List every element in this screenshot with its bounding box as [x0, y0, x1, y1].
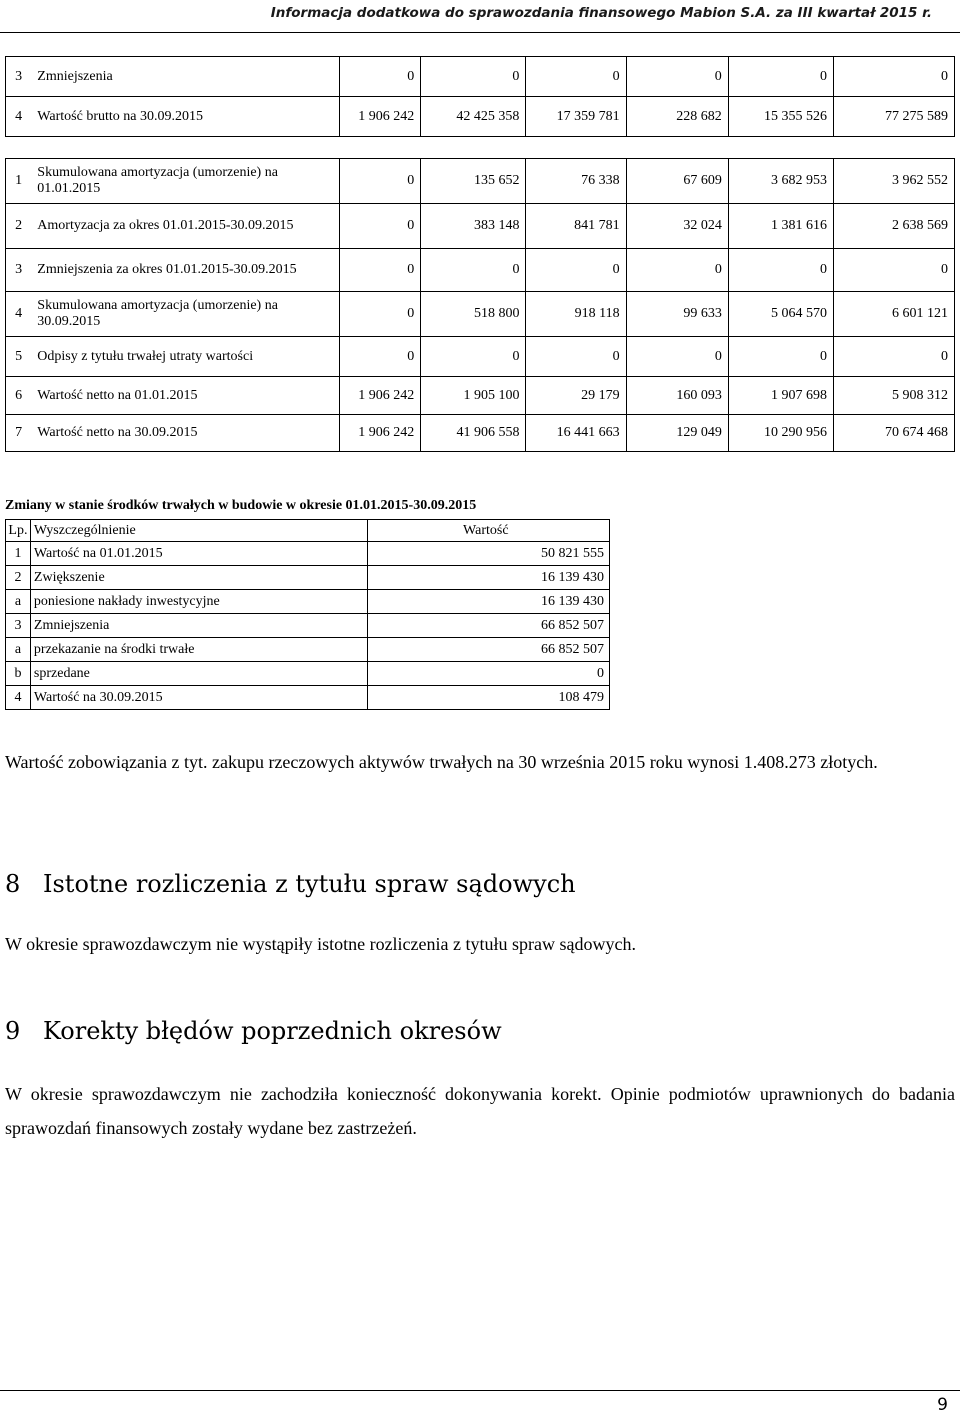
table-row	[6, 566, 610, 590]
cell-value: 0	[626, 337, 728, 377]
cell-value: 50 821 555	[367, 542, 609, 566]
cell-value: 0	[833, 57, 954, 97]
row-number: b	[6, 662, 31, 686]
row-label: Wartość na 30.09.2015	[30, 686, 367, 710]
row-number: a	[6, 590, 31, 614]
table-row	[6, 686, 610, 710]
table-row	[6, 159, 955, 204]
row-label: Wartość brutto na 30.09.2015	[31, 97, 339, 137]
cell-value: 32 024	[626, 204, 728, 249]
cell-value: 70 674 468	[833, 415, 954, 452]
row-number: 6	[6, 377, 32, 415]
row-label: Wartość na 01.01.2015	[30, 542, 367, 566]
section-8-paragraph: W okresie sprawozdawczym nie wystąpiły istotne rozliczenia z tytułu spraw sądowych.	[5, 934, 636, 954]
cell-value: 1 906 242	[339, 97, 420, 137]
cell-value: 0	[526, 57, 626, 97]
cell-value: 41 906 558	[421, 415, 526, 452]
row-number: 7	[6, 415, 32, 452]
section-title: Korekty błędów poprzednich okresów	[43, 1017, 502, 1045]
table-row	[6, 204, 955, 249]
cell-value: 1 381 616	[728, 204, 833, 249]
row-label: Wartość netto na 30.09.2015	[31, 415, 339, 452]
page-number: 9	[937, 1395, 948, 1415]
cell-value: 2 638 569	[833, 204, 954, 249]
cell-value: 841 781	[526, 204, 626, 249]
cell-value: 1 907 698	[728, 377, 833, 415]
cell-value: 0	[339, 159, 420, 204]
cell-value: 135 652	[421, 159, 526, 204]
cell-value: 1 905 100	[421, 377, 526, 415]
table-row	[6, 662, 610, 686]
cell-value: 15 355 526	[728, 97, 833, 137]
cell-value: 0	[339, 57, 420, 97]
table-row	[6, 57, 955, 97]
cell-value: 5 064 570	[728, 292, 833, 337]
cell-value: 383 148	[421, 204, 526, 249]
cell-value: 0	[626, 249, 728, 292]
page-footer	[0, 1390, 960, 1423]
row-label: Zwiększenie	[30, 566, 367, 590]
cell-value: 16 139 430	[367, 566, 609, 590]
section-9-paragraph: W okresie sprawozdawczym nie zachodziła konieczność dokonywania korekt. Opinie podmiotów uprawnionych do badania sprawozdań finansowych zostały wydane bez zastrzeżeń.	[5, 1084, 955, 1138]
table-row	[6, 638, 610, 662]
section-number: 8	[5, 870, 21, 898]
cell-value: 66 852 507	[367, 614, 609, 638]
cell-value: 10 290 956	[728, 415, 833, 452]
cell-value: 129 049	[626, 415, 728, 452]
row-number: 1	[6, 159, 32, 204]
cell-value: 1 906 242	[339, 415, 420, 452]
row-number: 4	[6, 97, 32, 137]
table-row	[6, 292, 955, 337]
amortization-table	[5, 158, 955, 452]
cell-value: 17 359 781	[526, 97, 626, 137]
row-label: Wartość netto na 01.01.2015	[31, 377, 339, 415]
liability-paragraph: Wartość zobowiązania z tyt. zakupu rzeczowych aktywów trwałych na 30 września 2015 roku wynosi 1.408.273 złotych.	[5, 752, 878, 772]
section-8-heading	[5, 870, 576, 898]
cell-value: 518 800	[421, 292, 526, 337]
cell-value: 228 682	[626, 97, 728, 137]
row-label: Zmniejszenia za okres 01.01.2015-30.09.2015	[31, 249, 339, 292]
cell-value: 0	[421, 337, 526, 377]
cell-value: 0	[526, 337, 626, 377]
table-row	[6, 415, 955, 452]
row-number: 4	[6, 686, 31, 710]
section-9-heading	[5, 1017, 502, 1045]
page-header	[0, 0, 960, 33]
row-label: poniesione nakłady inwestycyjne	[30, 590, 367, 614]
row-number: 3	[6, 614, 31, 638]
cell-value: 0	[367, 662, 609, 686]
cell-value: 0	[626, 57, 728, 97]
row-number: 3	[6, 249, 32, 292]
cell-value: 76 338	[526, 159, 626, 204]
cell-value: 3 682 953	[728, 159, 833, 204]
table-row	[6, 377, 955, 415]
cell-value: 1 906 242	[339, 377, 420, 415]
row-number: 4	[6, 292, 32, 337]
cell-value: 77 275 589	[833, 97, 954, 137]
cell-value: 0	[339, 204, 420, 249]
header-label: Wyszczególnienie	[30, 520, 367, 542]
row-label: sprzedane	[30, 662, 367, 686]
cell-value: 0	[421, 249, 526, 292]
row-label: Amortyzacja za okres 01.01.2015-30.09.2015	[31, 204, 339, 249]
cell-value: 0	[526, 249, 626, 292]
row-label: Zmniejszenia	[30, 614, 367, 638]
cell-value: 918 118	[526, 292, 626, 337]
cell-value: 16 139 430	[367, 590, 609, 614]
section-title: Istotne rozliczenia z tytułu spraw sądowych	[43, 870, 576, 898]
cell-value: 99 633	[626, 292, 728, 337]
cell-value: 0	[339, 337, 420, 377]
row-number: 5	[6, 337, 32, 377]
cell-value: 0	[339, 292, 420, 337]
fixed-assets-gross-table	[5, 56, 955, 137]
cell-value: 42 425 358	[421, 97, 526, 137]
row-number: 2	[6, 204, 32, 249]
cell-value: 0	[421, 57, 526, 97]
cell-value: 0	[833, 249, 954, 292]
section-number: 9	[5, 1017, 21, 1045]
cell-value: 0	[339, 249, 420, 292]
cell-value: 0	[833, 337, 954, 377]
row-label: Odpisy z tytułu trwałej utraty wartości	[31, 337, 339, 377]
table-row	[6, 542, 610, 566]
cell-value: 16 441 663	[526, 415, 626, 452]
header-lp: Lp.	[6, 520, 31, 542]
row-label: Zmniejszenia	[31, 57, 339, 97]
table-row	[6, 337, 955, 377]
cell-value: 0	[728, 249, 833, 292]
row-label: Skumulowana amortyzacja (umorzenie) na 30.09.2015	[31, 292, 339, 337]
header-value: Wartość	[367, 520, 609, 542]
cell-value: 29 179	[526, 377, 626, 415]
table-row	[6, 97, 955, 137]
cell-value: 0	[728, 337, 833, 377]
row-number: 3	[6, 57, 32, 97]
table-header-row	[6, 520, 610, 542]
cell-value: 3 962 552	[833, 159, 954, 204]
row-number: a	[6, 638, 31, 662]
cell-value: 66 852 507	[367, 638, 609, 662]
table-row	[6, 614, 610, 638]
cell-value: 5 908 312	[833, 377, 954, 415]
cell-value: 108 479	[367, 686, 609, 710]
table-row	[6, 249, 955, 292]
row-number: 2	[6, 566, 31, 590]
cell-value: 0	[728, 57, 833, 97]
cell-value: 6 601 121	[833, 292, 954, 337]
cell-value: 67 609	[626, 159, 728, 204]
row-label: przekazanie na środki trwałe	[30, 638, 367, 662]
row-label: Skumulowana amortyzacja (umorzenie) na 01.01.2015	[31, 159, 339, 204]
cell-value: 160 093	[626, 377, 728, 415]
table-row	[6, 590, 610, 614]
construction-table	[5, 519, 610, 710]
construction-title: Zmiany w stanie środków trwałych w budowie w okresie 01.01.2015-30.09.2015	[5, 498, 477, 513]
header-text: Informacja dodatkowa do sprawozdania finansowego Mabion S.A. za III kwartał 2015 r.	[270, 5, 932, 21]
row-number: 1	[6, 542, 31, 566]
